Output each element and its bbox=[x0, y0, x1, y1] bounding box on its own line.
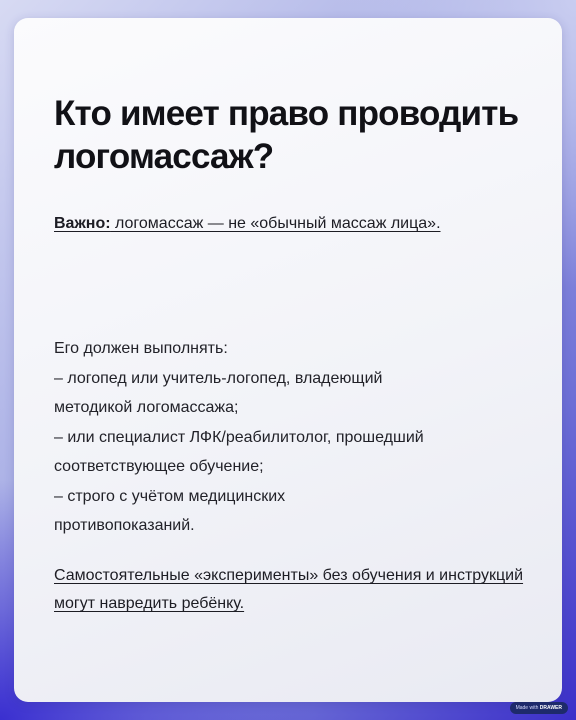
requirements-line: методикой логомассажа; bbox=[54, 399, 239, 416]
requirements-line: противопоказаний. bbox=[54, 517, 195, 534]
made-with-badge[interactable] bbox=[510, 702, 568, 714]
important-label: Важно: bbox=[54, 215, 111, 232]
important-text: логомассаж — не «обычный массаж лица». bbox=[110, 215, 441, 232]
requirements-block bbox=[54, 334, 524, 541]
important-note bbox=[54, 210, 484, 238]
warning-note: Самостоятельные «эксперименты» без обучения и инструкций могут навредить ребёнку. bbox=[54, 567, 524, 612]
requirements-line: – строго с учётом медицинских bbox=[54, 487, 286, 505]
requirements-line: соответствующее обучение; bbox=[54, 458, 264, 475]
badge-brand: DRAWER bbox=[539, 705, 562, 711]
requirements-line: – или специалист ЛФК/реабилитолог, прошедший bbox=[54, 428, 424, 446]
badge-prefix: Made with bbox=[515, 705, 540, 711]
requirements-line: – логопед или учитель-логопед, владеющий bbox=[54, 369, 383, 387]
page-title: Кто имеет право проводить логомассаж? bbox=[54, 94, 519, 176]
requirements-intro: Его должен выполнять: bbox=[54, 340, 228, 357]
